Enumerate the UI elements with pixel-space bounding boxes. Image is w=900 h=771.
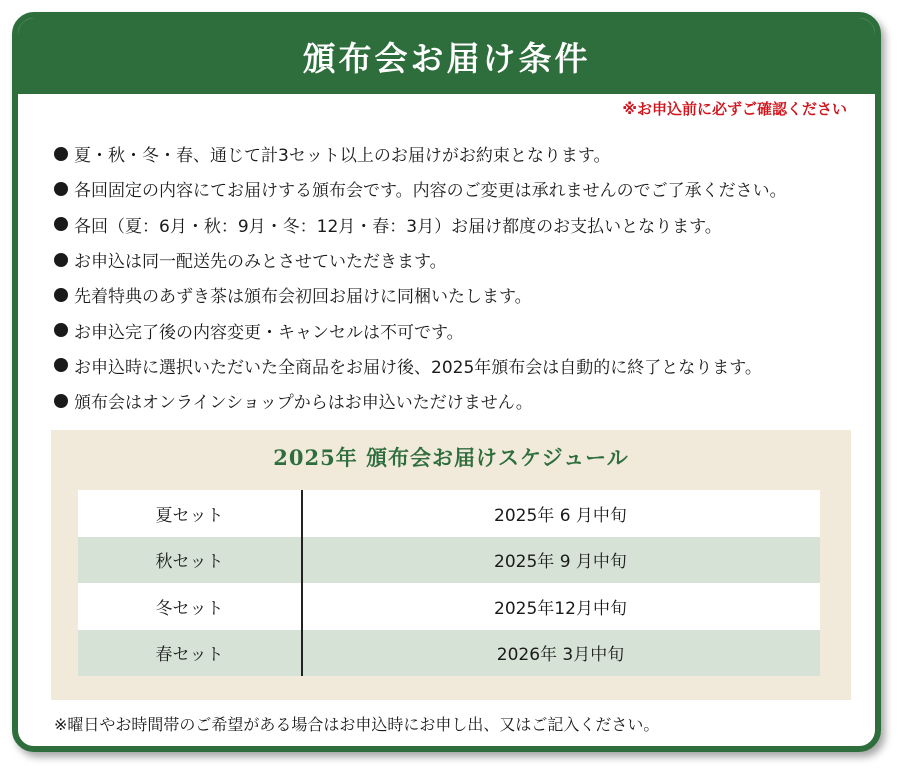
condition-text: 各回固定の内容にてお届けする頒布会です。内容のご変更は承れませんのでご了承ください。 [74,181,787,202]
set-name: 春セット [155,645,224,666]
bullet-icon [54,394,68,408]
set-name: 夏セット [155,505,224,526]
bullet-icon [54,323,68,337]
condition-text: 先着特典のあずき茶は頒布会初回お届けに同梱いたします。 [74,287,532,308]
delivery-date: 2025年12月中旬 [494,598,627,619]
list-item [54,242,787,277]
set-name: 冬セット [155,598,224,619]
footnote: ※曜日やお時間帯のご希望がある場合はお申込時にお申し出、又はご記入ください。 [54,715,660,734]
list-item [54,383,787,418]
table-row [78,583,820,630]
conditions-list [54,136,787,418]
set-name: 秋セット [155,552,224,573]
schedule-table [78,490,820,676]
condition-text: 頒布会はオンラインショップからはお申込いただけません。 [74,393,533,414]
schedule-panel [51,430,851,700]
delivery-date: 2025年 9 月中旬 [494,552,627,573]
list-item [54,136,787,171]
list-item [54,312,787,347]
bullet-icon [54,182,68,196]
bullet-icon [54,253,68,267]
bullet-icon [54,358,68,372]
delivery-date: 2026年 3月中旬 [496,645,625,666]
condition-text: お申込は同一配送先のみとさせていただきます。 [74,252,447,273]
conditions-card [12,12,881,752]
confirm-notice: ※お申込前に必ずご確認ください [622,100,847,118]
bullet-icon [54,288,68,302]
schedule-title: 2025年 頒布会お届けスケジュール [273,445,629,470]
bullet-icon [54,217,68,231]
list-item [54,348,787,383]
table-row [78,490,820,537]
condition-text: 夏・秋・冬・春、通じて計3セット以上のお届けがお約束となります。 [74,146,611,167]
table-row [78,630,820,677]
list-item [54,171,787,206]
list-item [54,207,787,242]
delivery-date: 2025年 6 月中旬 [494,505,627,526]
condition-text: 各回（夏：6月・秋：9月・冬：12月・春：3月）お届け都度のお支払いとなります。 [74,216,722,237]
card-header [18,18,875,94]
column-divider [301,490,303,676]
list-item [54,277,787,312]
condition-text: お申込時に選択いただいた全商品をお届け後、2025年頒布会は自動的に終了となります。 [74,357,762,378]
condition-text: お申込完了後の内容変更・キャンセルは不可です。 [74,322,464,343]
bullet-icon [54,147,68,161]
table-row [78,537,820,584]
page-title: 頒布会お届け条件 [302,38,591,78]
